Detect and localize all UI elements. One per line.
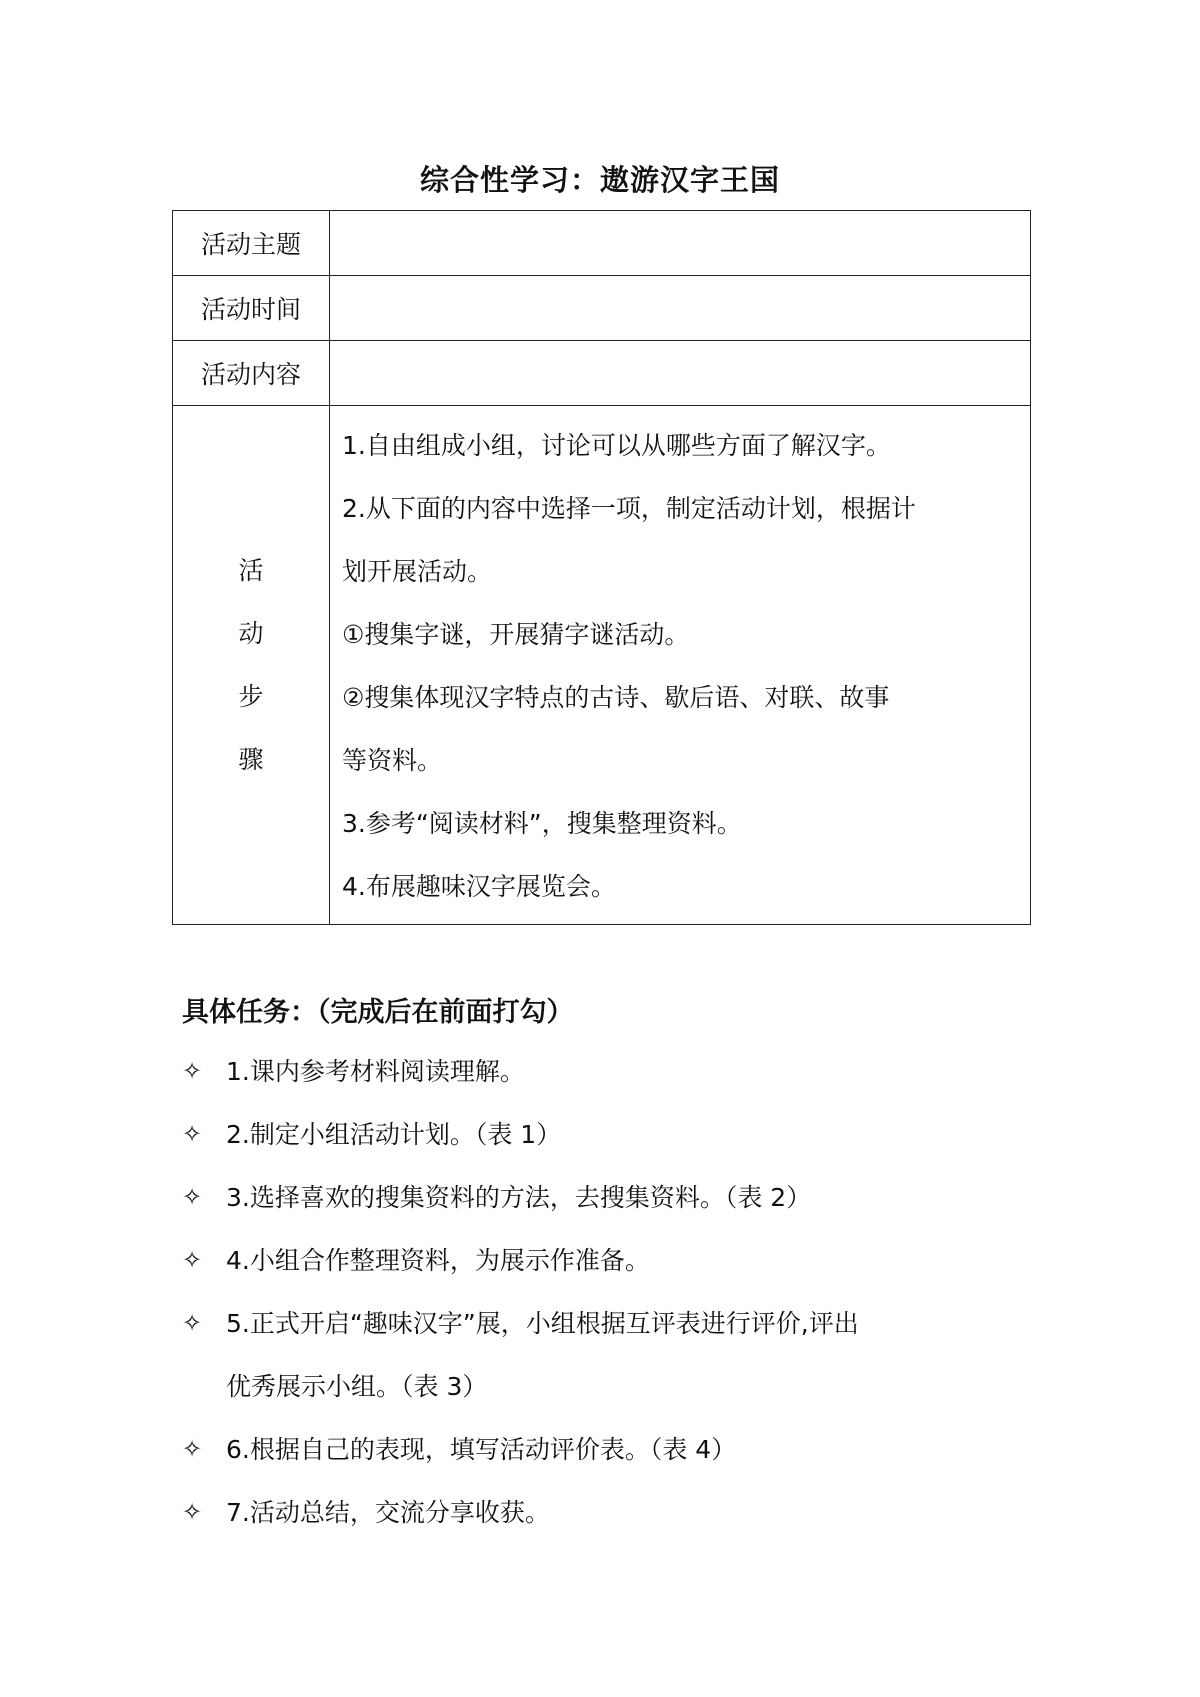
four-pointed-star-icon: ✧: [182, 1057, 203, 1085]
row-label-content: 活动内容: [173, 341, 330, 406]
step-line: ②搜集体现汉字特点的古诗、歇后语、对联、故事: [342, 683, 890, 712]
table-row: [173, 341, 1031, 406]
task-item[interactable]: [182, 1040, 1042, 1103]
table-row: [173, 211, 1031, 276]
steps-label-char: 活: [238, 556, 264, 585]
four-pointed-star-icon: ✧: [182, 1120, 203, 1148]
row-value-time: [330, 276, 1031, 341]
task-text: 1.课内参考材料阅读理解。: [226, 1057, 525, 1086]
step-line: 等资料。: [342, 746, 443, 775]
page-title: 综合性学习：遨游汉字王国: [419, 163, 780, 197]
four-pointed-star-icon: ✧: [182, 1183, 203, 1211]
task-item[interactable]: [182, 1103, 1042, 1166]
task-text: [226, 1292, 1042, 1418]
four-pointed-star-icon: ✧: [182, 1309, 203, 1337]
task-text: 4.小组合作整理资料，为展示作准备。: [226, 1246, 650, 1275]
step-line: 划开展活动。: [342, 557, 493, 586]
task-text: 7.活动总结，交流分享收获。: [226, 1498, 550, 1527]
task-text-line: 5.正式开启“趣味汉字”展，小组根据互评表进行评价,评出: [226, 1309, 859, 1338]
tasks-heading: 具体任务：（完成后在前面打勾）: [182, 997, 574, 1028]
step-line: 2.从下面的内容中选择一项，制定活动计划，根据计: [342, 494, 916, 523]
row-label-theme: 活动主题: [173, 211, 330, 276]
row-label-time: 活动时间: [173, 276, 330, 341]
row-value-theme: [330, 211, 1031, 276]
task-item[interactable]: [182, 1229, 1042, 1292]
steps-label-char: 动: [238, 619, 264, 648]
step-line: ①搜集字谜，开展猜字谜活动。: [342, 620, 690, 649]
task-text: 6.根据自己的表现，填写活动评价表。（表 4）: [226, 1435, 737, 1464]
task-item[interactable]: [182, 1292, 1042, 1418]
steps-content: [330, 406, 1031, 925]
steps-label-char: 步: [238, 682, 264, 711]
activity-plan-table: [172, 210, 1031, 925]
row-value-content: [330, 341, 1031, 406]
task-text: 3.选择喜欢的搜集资料的方法，去搜集资料。（表 2）: [226, 1183, 812, 1212]
task-list: [182, 1040, 1042, 1544]
steps-label: [173, 406, 330, 925]
step-line: 3.参考“阅读材料”，搜集整理资料。: [342, 809, 742, 838]
step-line: 1.自由组成小组，讨论可以从哪些方面了解汉字。: [342, 431, 891, 460]
four-pointed-star-icon: ✧: [182, 1498, 203, 1526]
task-text-line: 优秀展示小组。（表 3）: [226, 1372, 488, 1401]
task-item[interactable]: [182, 1481, 1042, 1544]
table-row-steps: [173, 406, 1031, 925]
step-line: 4.布展趣味汉字展览会。: [342, 872, 616, 901]
four-pointed-star-icon: ✧: [182, 1435, 203, 1463]
task-text: 2.制定小组活动计划。（表 1）: [226, 1120, 562, 1149]
four-pointed-star-icon: ✧: [182, 1246, 203, 1274]
task-item[interactable]: [182, 1166, 1042, 1229]
table-row: [173, 276, 1031, 341]
steps-label-char: 骤: [238, 745, 264, 774]
task-item[interactable]: [182, 1418, 1042, 1481]
